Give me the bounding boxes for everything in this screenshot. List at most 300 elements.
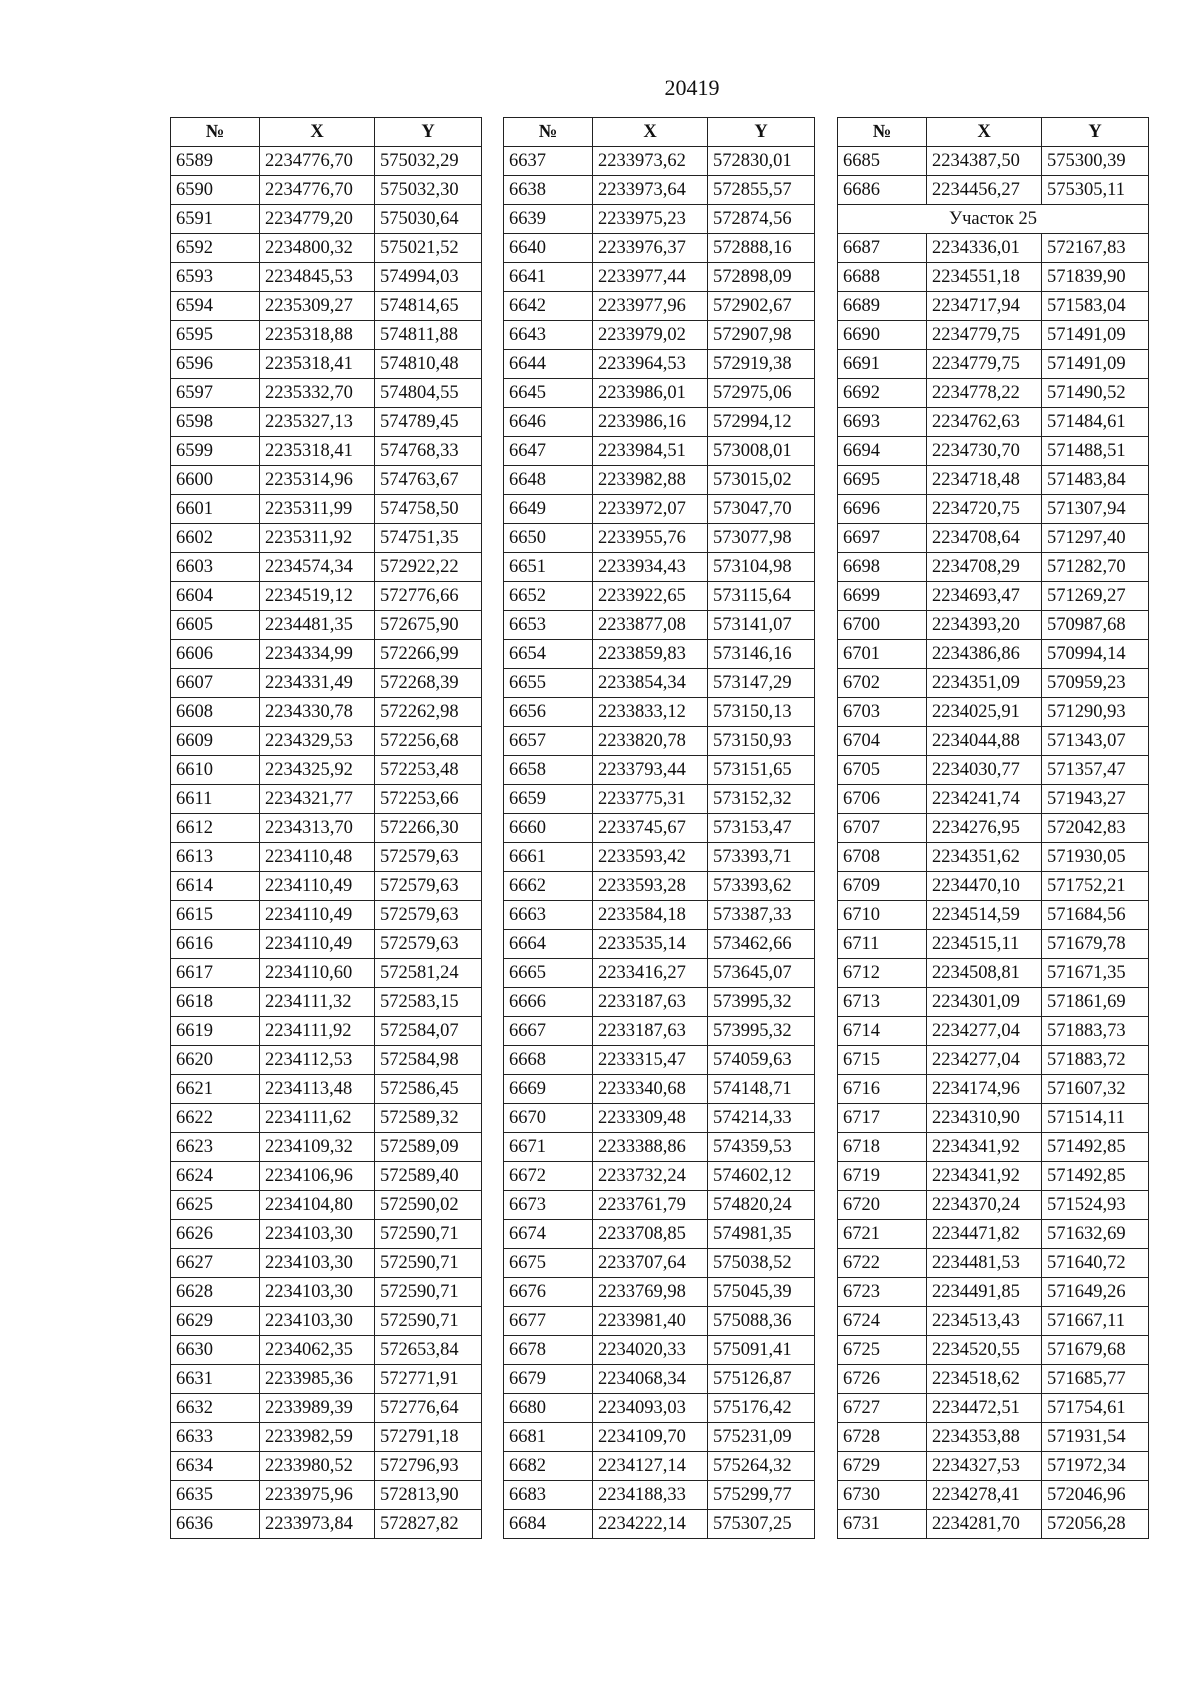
x-coordinate-cell: 2234334,99 <box>260 640 375 669</box>
table-row <box>504 553 815 582</box>
x-coordinate-cell: 2234111,32 <box>260 988 375 1017</box>
y-coordinate-cell: 575305,11 <box>1042 176 1149 205</box>
y-coordinate-cell: 575300,39 <box>1042 147 1149 176</box>
table-row <box>171 669 482 698</box>
x-coordinate-cell: 2233820,78 <box>593 727 708 756</box>
point-number-cell: 6694 <box>838 437 927 466</box>
table-row <box>171 1075 482 1104</box>
table-row <box>504 292 815 321</box>
y-coordinate-cell: 572590,02 <box>375 1191 482 1220</box>
x-coordinate-cell: 2234330,78 <box>260 698 375 727</box>
table-row <box>504 1249 815 1278</box>
x-coordinate-cell: 2234111,92 <box>260 1017 375 1046</box>
point-number-cell: 6626 <box>171 1220 260 1249</box>
point-number-cell: 6681 <box>504 1423 593 1452</box>
table-row <box>838 379 1149 408</box>
table-row <box>838 321 1149 350</box>
y-coordinate-cell: 573150,13 <box>708 698 815 727</box>
point-number-cell: 6675 <box>504 1249 593 1278</box>
x-coordinate-cell: 2235318,41 <box>260 437 375 466</box>
x-coordinate-cell: 2233793,44 <box>593 756 708 785</box>
table-header-row <box>838 118 1149 147</box>
point-number-cell: 6714 <box>838 1017 927 1046</box>
y-coordinate-cell: 572262,98 <box>375 698 482 727</box>
y-coordinate-cell: 575088,36 <box>708 1307 815 1336</box>
point-number-cell: 6643 <box>504 321 593 350</box>
point-number-cell: 6610 <box>171 756 260 785</box>
point-number-cell: 6656 <box>504 698 593 727</box>
x-coordinate-cell: 2234351,09 <box>927 669 1042 698</box>
y-coordinate-cell: 575030,64 <box>375 205 482 234</box>
table-row <box>171 466 482 495</box>
table-row <box>838 814 1149 843</box>
table-row <box>171 147 482 176</box>
table-row <box>504 1104 815 1133</box>
x-coordinate-cell: 2234508,81 <box>927 959 1042 988</box>
y-coordinate-cell: 571943,27 <box>1042 785 1149 814</box>
table-row <box>838 1394 1149 1423</box>
x-coordinate-cell: 2233973,62 <box>593 147 708 176</box>
x-coordinate-cell: 2235318,41 <box>260 350 375 379</box>
point-number-cell: 6723 <box>838 1278 927 1307</box>
point-number-cell: 6669 <box>504 1075 593 1104</box>
y-coordinate-cell: 572922,22 <box>375 553 482 582</box>
x-coordinate-cell: 2234110,60 <box>260 959 375 988</box>
x-coordinate-cell: 2234456,27 <box>927 176 1042 205</box>
y-coordinate-cell: 571514,11 <box>1042 1104 1149 1133</box>
x-coordinate-cell: 2233964,53 <box>593 350 708 379</box>
point-number-cell: 6640 <box>504 234 593 263</box>
y-coordinate-cell: 571861,69 <box>1042 988 1149 1017</box>
table-row <box>838 263 1149 292</box>
x-coordinate-cell: 2234127,14 <box>593 1452 708 1481</box>
y-coordinate-cell: 572888,16 <box>708 234 815 263</box>
point-number-cell: 6594 <box>171 292 260 321</box>
table-row <box>838 1133 1149 1162</box>
x-coordinate-cell: 2234329,53 <box>260 727 375 756</box>
y-coordinate-cell: 572796,93 <box>375 1452 482 1481</box>
point-number-cell: 6685 <box>838 147 927 176</box>
y-coordinate-cell: 573015,02 <box>708 466 815 495</box>
y-coordinate-cell: 572830,01 <box>708 147 815 176</box>
y-coordinate-cell: 572256,68 <box>375 727 482 756</box>
table-row <box>171 872 482 901</box>
x-coordinate-cell: 2233989,39 <box>260 1394 375 1423</box>
y-coordinate-cell: 572589,32 <box>375 1104 482 1133</box>
y-coordinate-cell: 572771,91 <box>375 1365 482 1394</box>
y-coordinate-cell: 573152,32 <box>708 785 815 814</box>
y-coordinate-cell: 572590,71 <box>375 1307 482 1336</box>
table-row <box>504 1394 815 1423</box>
y-coordinate-cell: 572586,45 <box>375 1075 482 1104</box>
table-row <box>838 930 1149 959</box>
x-coordinate-cell: 2234491,85 <box>927 1278 1042 1307</box>
point-number-cell: 6720 <box>838 1191 927 1220</box>
y-coordinate-cell: 571667,11 <box>1042 1307 1149 1336</box>
table-row <box>504 1017 815 1046</box>
x-coordinate-cell: 2234845,53 <box>260 263 375 292</box>
y-coordinate-cell: 573146,16 <box>708 640 815 669</box>
x-coordinate-cell: 2234387,50 <box>927 147 1042 176</box>
point-number-cell: 6639 <box>504 205 593 234</box>
table-row <box>171 611 482 640</box>
point-number-cell: 6593 <box>171 263 260 292</box>
y-coordinate-cell: 572653,84 <box>375 1336 482 1365</box>
point-number-cell: 6599 <box>171 437 260 466</box>
table-row <box>504 437 815 466</box>
point-number-cell: 6633 <box>171 1423 260 1452</box>
y-coordinate-cell: 572253,66 <box>375 785 482 814</box>
point-number-cell: 6598 <box>171 408 260 437</box>
x-coordinate-cell: 2233981,40 <box>593 1307 708 1336</box>
header-x: X <box>927 118 1042 147</box>
point-number-cell: 6671 <box>504 1133 593 1162</box>
x-coordinate-cell: 2234341,92 <box>927 1162 1042 1191</box>
table-row <box>171 379 482 408</box>
y-coordinate-cell: 574810,48 <box>375 350 482 379</box>
table-row <box>504 350 815 379</box>
x-coordinate-cell: 2233972,07 <box>593 495 708 524</box>
point-number-cell: 6654 <box>504 640 593 669</box>
table-body <box>171 147 482 1539</box>
x-coordinate-cell: 2234776,70 <box>260 176 375 205</box>
point-number-cell: 6699 <box>838 582 927 611</box>
y-coordinate-cell: 572827,82 <box>375 1510 482 1539</box>
table-row <box>504 1278 815 1307</box>
table-row <box>171 524 482 553</box>
table-row <box>171 1510 482 1539</box>
table-row <box>838 1220 1149 1249</box>
point-number-cell: 6684 <box>504 1510 593 1539</box>
table-row <box>504 669 815 698</box>
header-x: X <box>260 118 375 147</box>
table-row <box>171 1481 482 1510</box>
table-row <box>504 1307 815 1336</box>
point-number-cell: 6632 <box>171 1394 260 1423</box>
x-coordinate-cell: 2234331,49 <box>260 669 375 698</box>
point-number-cell: 6692 <box>838 379 927 408</box>
table-row <box>838 582 1149 611</box>
table-row <box>838 1017 1149 1046</box>
point-number-cell: 6618 <box>171 988 260 1017</box>
x-coordinate-cell: 2233986,16 <box>593 408 708 437</box>
point-number-cell: 6728 <box>838 1423 927 1452</box>
point-number-cell: 6678 <box>504 1336 593 1365</box>
y-coordinate-cell: 571297,40 <box>1042 524 1149 553</box>
x-coordinate-cell: 2235327,13 <box>260 408 375 437</box>
x-coordinate-cell: 2233859,83 <box>593 640 708 669</box>
x-coordinate-cell: 2234800,32 <box>260 234 375 263</box>
y-coordinate-cell: 571930,05 <box>1042 843 1149 872</box>
y-coordinate-cell: 572266,30 <box>375 814 482 843</box>
y-coordinate-cell: 574059,63 <box>708 1046 815 1075</box>
point-number-cell: 6589 <box>171 147 260 176</box>
point-number-cell: 6620 <box>171 1046 260 1075</box>
x-coordinate-cell: 2234093,03 <box>593 1394 708 1423</box>
point-number-cell: 6647 <box>504 437 593 466</box>
y-coordinate-cell: 572167,83 <box>1042 234 1149 263</box>
x-coordinate-cell: 2234336,01 <box>927 234 1042 263</box>
table-row <box>171 292 482 321</box>
header-y: Y <box>708 118 815 147</box>
x-coordinate-cell: 2234779,75 <box>927 350 1042 379</box>
point-number-cell: 6708 <box>838 843 927 872</box>
header-y: Y <box>1042 118 1149 147</box>
point-number-cell: 6680 <box>504 1394 593 1423</box>
table-row <box>504 1510 815 1539</box>
point-number-cell: 6673 <box>504 1191 593 1220</box>
x-coordinate-cell: 2234717,94 <box>927 292 1042 321</box>
y-coordinate-cell: 572056,28 <box>1042 1510 1149 1539</box>
x-coordinate-cell: 2234708,29 <box>927 553 1042 582</box>
x-coordinate-cell: 2234301,09 <box>927 988 1042 1017</box>
x-coordinate-cell: 2234514,59 <box>927 901 1042 930</box>
table-row <box>838 495 1149 524</box>
y-coordinate-cell: 571492,85 <box>1042 1133 1149 1162</box>
y-coordinate-cell: 571583,04 <box>1042 292 1149 321</box>
point-number-cell: 6662 <box>504 872 593 901</box>
point-number-cell: 6611 <box>171 785 260 814</box>
y-coordinate-cell: 574811,88 <box>375 321 482 350</box>
y-coordinate-cell: 572579,63 <box>375 901 482 930</box>
coordinates-table-3 <box>837 117 1149 1539</box>
x-coordinate-cell: 2234779,75 <box>927 321 1042 350</box>
point-number-cell: 6597 <box>171 379 260 408</box>
point-number-cell: 6703 <box>838 698 927 727</box>
x-coordinate-cell: 2234351,62 <box>927 843 1042 872</box>
point-number-cell: 6621 <box>171 1075 260 1104</box>
table-row <box>171 814 482 843</box>
table-row <box>838 698 1149 727</box>
y-coordinate-cell: 572994,12 <box>708 408 815 437</box>
y-coordinate-cell: 572975,06 <box>708 379 815 408</box>
x-coordinate-cell: 2233973,64 <box>593 176 708 205</box>
point-number-cell: 6625 <box>171 1191 260 1220</box>
y-coordinate-cell: 574751,35 <box>375 524 482 553</box>
y-coordinate-cell: 573115,64 <box>708 582 815 611</box>
table-row <box>171 1394 482 1423</box>
table-row <box>171 350 482 379</box>
table-row <box>504 814 815 843</box>
x-coordinate-cell: 2234472,51 <box>927 1394 1042 1423</box>
y-coordinate-cell: 571640,72 <box>1042 1249 1149 1278</box>
point-number-cell: 6715 <box>838 1046 927 1075</box>
y-coordinate-cell: 570994,14 <box>1042 640 1149 669</box>
x-coordinate-cell: 2233775,31 <box>593 785 708 814</box>
point-number-cell: 6604 <box>171 582 260 611</box>
point-number-cell: 6726 <box>838 1365 927 1394</box>
x-coordinate-cell: 2233315,47 <box>593 1046 708 1075</box>
x-coordinate-cell: 2234277,04 <box>927 1046 1042 1075</box>
y-coordinate-cell: 572813,90 <box>375 1481 482 1510</box>
table-row <box>838 466 1149 495</box>
y-coordinate-cell: 573153,47 <box>708 814 815 843</box>
point-number-cell: 6707 <box>838 814 927 843</box>
y-coordinate-cell: 573047,70 <box>708 495 815 524</box>
x-coordinate-cell: 2234386,86 <box>927 640 1042 669</box>
x-coordinate-cell: 2234313,70 <box>260 814 375 843</box>
y-coordinate-cell: 571931,54 <box>1042 1423 1149 1452</box>
table-row <box>171 1423 482 1452</box>
x-coordinate-cell: 2234776,70 <box>260 147 375 176</box>
point-number-cell: 6706 <box>838 785 927 814</box>
table-row <box>838 1452 1149 1481</box>
x-coordinate-cell: 2233975,96 <box>260 1481 375 1510</box>
point-number-cell: 6730 <box>838 1481 927 1510</box>
x-coordinate-cell: 2234103,30 <box>260 1278 375 1307</box>
y-coordinate-cell: 572791,18 <box>375 1423 482 1452</box>
y-coordinate-cell: 572579,63 <box>375 843 482 872</box>
x-coordinate-cell: 2234518,62 <box>927 1365 1042 1394</box>
x-coordinate-cell: 2235314,96 <box>260 466 375 495</box>
point-number-cell: 6603 <box>171 553 260 582</box>
table-row <box>838 1104 1149 1133</box>
x-coordinate-cell: 2234104,80 <box>260 1191 375 1220</box>
point-number-cell: 6615 <box>171 901 260 930</box>
point-number-cell: 6729 <box>838 1452 927 1481</box>
y-coordinate-cell: 571679,78 <box>1042 930 1149 959</box>
point-number-cell: 6592 <box>171 234 260 263</box>
y-coordinate-cell: 571269,27 <box>1042 582 1149 611</box>
x-coordinate-cell: 2233732,24 <box>593 1162 708 1191</box>
point-number-cell: 6623 <box>171 1133 260 1162</box>
y-coordinate-cell: 572581,24 <box>375 959 482 988</box>
point-number-cell: 6655 <box>504 669 593 698</box>
y-coordinate-cell: 572589,09 <box>375 1133 482 1162</box>
x-coordinate-cell: 2234327,53 <box>927 1452 1042 1481</box>
x-coordinate-cell: 2234481,35 <box>260 611 375 640</box>
page-number: 20419 <box>664 75 720 100</box>
x-coordinate-cell: 2233388,86 <box>593 1133 708 1162</box>
point-number-cell: 6652 <box>504 582 593 611</box>
section-row <box>838 205 1149 234</box>
header-y: Y <box>375 118 482 147</box>
x-coordinate-cell: 2234762,63 <box>927 408 1042 437</box>
y-coordinate-cell: 575032,29 <box>375 147 482 176</box>
table-row <box>171 930 482 959</box>
point-number-cell: 6690 <box>838 321 927 350</box>
table-row <box>171 1017 482 1046</box>
coordinates-table-2 <box>503 117 815 1539</box>
table-row <box>171 437 482 466</box>
table-row <box>171 1220 482 1249</box>
x-coordinate-cell: 2234471,82 <box>927 1220 1042 1249</box>
point-number-cell: 6667 <box>504 1017 593 1046</box>
table-row <box>504 640 815 669</box>
x-coordinate-cell: 2234708,64 <box>927 524 1042 553</box>
y-coordinate-cell: 571752,21 <box>1042 872 1149 901</box>
point-number-cell: 6605 <box>171 611 260 640</box>
point-number-cell: 6627 <box>171 1249 260 1278</box>
point-number-cell: 6666 <box>504 988 593 1017</box>
table-row <box>504 234 815 263</box>
x-coordinate-cell: 2234278,41 <box>927 1481 1042 1510</box>
point-number-cell: 6717 <box>838 1104 927 1133</box>
table-row <box>504 1423 815 1452</box>
y-coordinate-cell: 571524,93 <box>1042 1191 1149 1220</box>
x-coordinate-cell: 2233984,51 <box>593 437 708 466</box>
point-number-cell: 6687 <box>838 234 927 263</box>
table-row <box>171 263 482 292</box>
y-coordinate-cell: 572589,40 <box>375 1162 482 1191</box>
y-coordinate-cell: 572776,66 <box>375 582 482 611</box>
x-coordinate-cell: 2234112,53 <box>260 1046 375 1075</box>
table-row <box>504 1133 815 1162</box>
point-number-cell: 6650 <box>504 524 593 553</box>
x-coordinate-cell: 2234520,55 <box>927 1336 1042 1365</box>
y-coordinate-cell: 572898,09 <box>708 263 815 292</box>
y-coordinate-cell: 572584,07 <box>375 1017 482 1046</box>
point-number-cell: 6595 <box>171 321 260 350</box>
table-row <box>504 176 815 205</box>
y-coordinate-cell: 571483,84 <box>1042 466 1149 495</box>
table-row <box>504 1191 815 1220</box>
x-coordinate-cell: 2233977,96 <box>593 292 708 321</box>
point-number-cell: 6718 <box>838 1133 927 1162</box>
point-number-cell: 6590 <box>171 176 260 205</box>
table-row <box>504 727 815 756</box>
point-number-cell: 6644 <box>504 350 593 379</box>
y-coordinate-cell: 574820,24 <box>708 1191 815 1220</box>
y-coordinate-cell: 571490,52 <box>1042 379 1149 408</box>
point-number-cell: 6713 <box>838 988 927 1017</box>
y-coordinate-cell: 572253,48 <box>375 756 482 785</box>
point-number-cell: 6630 <box>171 1336 260 1365</box>
y-coordinate-cell: 571754,61 <box>1042 1394 1149 1423</box>
x-coordinate-cell: 2234470,10 <box>927 872 1042 901</box>
x-coordinate-cell: 2234103,30 <box>260 1307 375 1336</box>
x-coordinate-cell: 2234720,75 <box>927 495 1042 524</box>
table-row <box>504 756 815 785</box>
table-header-row <box>171 118 482 147</box>
y-coordinate-cell: 572919,38 <box>708 350 815 379</box>
y-coordinate-cell: 574768,33 <box>375 437 482 466</box>
x-coordinate-cell: 2234103,30 <box>260 1249 375 1278</box>
table-row <box>838 1481 1149 1510</box>
x-coordinate-cell: 2233977,44 <box>593 263 708 292</box>
y-coordinate-cell: 574359,53 <box>708 1133 815 1162</box>
x-coordinate-cell: 2233309,48 <box>593 1104 708 1133</box>
point-number-cell: 6612 <box>171 814 260 843</box>
table-row <box>838 1162 1149 1191</box>
y-coordinate-cell: 572046,96 <box>1042 1481 1149 1510</box>
table-row <box>171 1249 482 1278</box>
x-coordinate-cell: 2234574,34 <box>260 553 375 582</box>
x-coordinate-cell: 2234277,04 <box>927 1017 1042 1046</box>
table-row <box>838 234 1149 263</box>
table-row <box>838 669 1149 698</box>
point-number-cell: 6674 <box>504 1220 593 1249</box>
x-coordinate-cell: 2234718,48 <box>927 466 1042 495</box>
table-body <box>504 147 815 1539</box>
table-row <box>504 205 815 234</box>
x-coordinate-cell: 2234109,70 <box>593 1423 708 1452</box>
point-number-cell: 6664 <box>504 930 593 959</box>
point-number-cell: 6660 <box>504 814 593 843</box>
x-coordinate-cell: 2233833,12 <box>593 698 708 727</box>
table-row <box>171 495 482 524</box>
table-row <box>171 1133 482 1162</box>
table-row <box>838 1046 1149 1075</box>
x-coordinate-cell: 2233535,14 <box>593 930 708 959</box>
point-number-cell: 6622 <box>171 1104 260 1133</box>
point-number-cell: 6688 <box>838 263 927 292</box>
y-coordinate-cell: 573462,66 <box>708 930 815 959</box>
header-x: X <box>593 118 708 147</box>
point-number-cell: 6725 <box>838 1336 927 1365</box>
y-coordinate-cell: 573150,93 <box>708 727 815 756</box>
x-coordinate-cell: 2234109,32 <box>260 1133 375 1162</box>
